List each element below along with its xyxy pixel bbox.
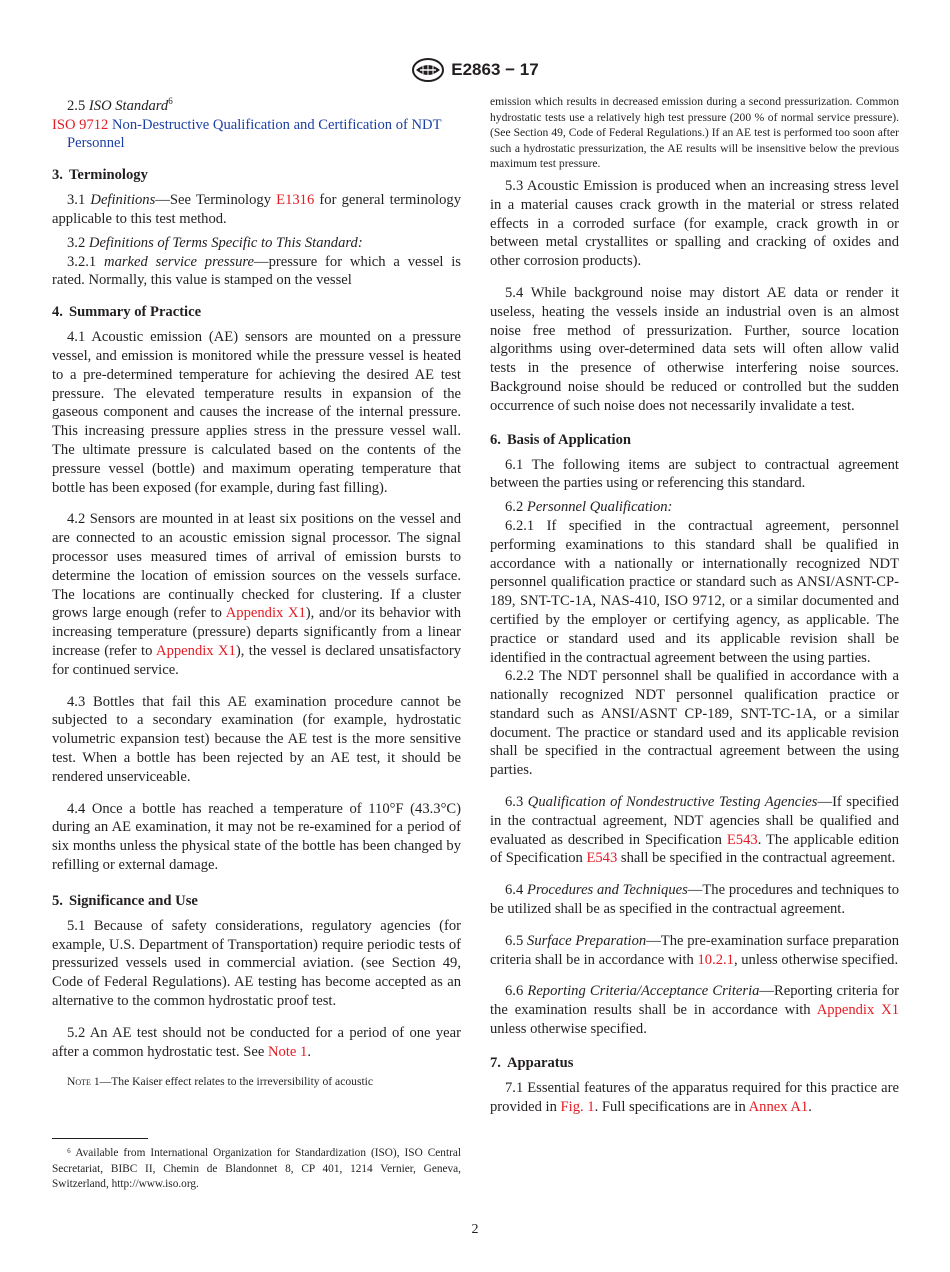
- section-6-1: 6.1 The following items are subject to contractual agreement between the parties using or referencing this standard.: [490, 456, 899, 492]
- iso-9712-title[interactable]: Non-Destructive Qualification and Certification of NDT Personnel: [67, 116, 442, 152]
- section-10-2-1-link[interactable]: 10.2.1: [697, 951, 734, 968]
- right-column: [490, 92, 899, 1116]
- section-6-2: 6.2 Personnel Qualification:: [505, 499, 673, 516]
- section-4-3: 4.3 Bottles that fail this AE examination procedure cannot be subjected to a secondary examination (for example, hydrostatic volumetric expansion test) because the AE test is the more sensitive test. When a bottle has been rejected by an AE test, it should be rendered unserviceable.: [52, 693, 461, 785]
- standard-designation: E2863 − 17: [451, 60, 539, 79]
- page-header: [0, 56, 950, 84]
- fig-1-link[interactable]: Fig. 1: [560, 1098, 595, 1115]
- section-3-2: 3.2 Definitions of Terms Specific to This Standard:: [67, 234, 363, 251]
- footnote-divider: [52, 1138, 148, 1139]
- footnote-6: ⁶ Available from International Organization for Standardization (ISO), ISO Central Secretariat, BIBC II, Chemin de Blandonnet 8, CP 401, 1214 Vernier, Geneva, Switzerland, http://www.iso.org.: [52, 1147, 461, 1191]
- section-3-1: 3.1 Definitions—See Terminology E1316 for general terminology applicable to this test method.: [52, 192, 461, 228]
- section-6-3: 6.3 Qualification of Nondestructive Testing Agencies—If specified in the contractual agreement, NDT agencies shall be qualified and evaluated as described in Specification E543. The applicable edition of Specification E543 shall be specified in the contractual agreement.: [490, 794, 900, 867]
- section-5-3: 5.3 Acoustic Emission is produced when an increasing stress level in a material causes crack growth in the material or stress related effects in a corroded surface (for example, crack growth in or between metal crystallites or spalling and cracking of oxides and other corrosion products).: [490, 177, 899, 270]
- appendix-x1-link[interactable]: Appendix X1: [156, 642, 236, 659]
- section-6-5: 6.5 Surface Preparation—The pre-examination surface preparation criteria shall be in accordance with 10.2.1, unless otherwise specified.: [490, 932, 899, 968]
- section-6-2-1: 6.2.1 If specified in the contractual agreement, personnel performing examinations to this standard shall be qualified in accordance with a nationally or internationally recognized NDT personnel qualification practice or standard such as ANSI/ASNT-CP-189, SNT-TC-1A, NAS-410, ISO 9712, or a similar documented and certified by the employer or certifying agency, as applicable. The practice or standard used and its applicable revision shall be identified in the contractual agreement between the using parties.: [490, 517, 899, 666]
- section-6-2-2: 6.2.2 The NDT personnel shall be qualified in accordance with a nationally recognized NDT personnel qualification practice or standard such as ANSI/ASNT CP-189, SNT-TC-1A, or a similar document. The practice or standard used and its applicable revision shall be specified in the contractual agreement between the using parties.: [490, 668, 899, 779]
- section-6-heading: 6. Basis of Application: [490, 431, 632, 448]
- section-4-4: 4.4 Once a bottle has reached a temperature of 110°F (43.3°C) during an AE examination, it may not be re-examined for a period of six months unless the physical state of the bottle has been changed by refilling or external damage.: [52, 800, 461, 873]
- section-5-heading: 5. Significance and Use: [52, 892, 198, 909]
- section-2-5: 2.5 ISO Standard$^6$: [67, 96, 173, 114]
- iso-9712-link[interactable]: ISO 9712: [52, 116, 109, 133]
- section-5-1: 5.1 Because of safety considerations, regulatory agencies (for example, U.S. Department of Transportation) require periodic tests of pressurized vessels used in commercial aviation. (see Section 49, Code of Federal Regulations). AE testing has become accepted as an alternative to the common hydrostatic proof test.: [52, 917, 461, 1009]
- e543-link[interactable]: E543: [586, 850, 618, 867]
- section-6-4: 6.4 Procedures and Techniques—The procedures and techniques to be utilized shall be as specified in the contractual agreement.: [490, 882, 899, 918]
- section-7-heading: 7. Apparatus: [490, 1054, 574, 1071]
- section-7-1: 7.1 Essential features of the apparatus required for this practice are provided in Fig. 1. Full specifications are in Annex A1.: [490, 1079, 899, 1115]
- section-6-6: 6.6 Reporting Criteria/Acceptance Criteria—Reporting criteria for the examination results shall be in accordance with Appendix X1 unless otherwise specified.: [490, 983, 900, 1038]
- note-1-continued: emission which results in decreased emission during a second pressurization. Common hydrostatic tests use a relatively high test pressure (200 % of normal service pressure). (See Section 49, Code of Federal Regulations.) If an AE test is performed too soon after such a hydrostatic pressurization, the AE results will be insensitive below the previous maximum test pressure.: [490, 95, 899, 171]
- note-1: Note 1—The Kaiser effect relates to the irreversibility of acoustic: [67, 1075, 374, 1089]
- section-3-heading: 3. Terminology: [52, 167, 148, 184]
- section-5-2: 5.2 An AE test should not be conducted for a period of one year after a common hydrostatic test. See Note 1.: [52, 1024, 461, 1060]
- left-column: [52, 92, 461, 1090]
- appendix-x1-link[interactable]: Appendix X1: [816, 1002, 899, 1019]
- section-5-4: 5.4 While background noise may distort AE data or render it useless, heating the vessels inside an industrial oven is an almost noise free method of pressurization. Further, source location algorithms using over-determined data sets will often allow valid tests in the presence of otherwise interfering noise sources. Background noise should be reduced or controlled but the sudden occurrence of such noise does not necessarily invalidate a test.: [490, 284, 899, 414]
- page-number: 2: [471, 1222, 479, 1237]
- section-4-1: 4.1 Acoustic emission (AE) sensors are mounted on a pressure vessel, and emission is monitored while the pressure vessel is heated to a pre-determined temperature for achieving the desired AE test pressure. The elevated temperature results in expansion of the gaseous component and causes the increase of the internal pressure. This increasing pressure applies stress in the pressure vessel wall. The ultimate pressure is calculated based on the contents of the pressure vessel (bottle) and maximum operating temperature that bottle has been exposed (for example, during fast filling).: [52, 329, 461, 496]
- iso-9712-reference: [52, 116, 461, 154]
- section-4-2: 4.2 Sensors are mounted in at least six positions on the vessel and are connected to an acoustic emission signal processor. The signal processor uses measured times of arrival of emission bursts to determine the location of emission sources on the vessels surface. The locations are continually checked for clustering. If a cluster grows large enough (refer to Appendix X1), and/or its behavior with increasing temperature (pressure) departs significantly from a linear increase (refer to Appendix X1), the vessel is declared unsatisfactory for continued service.: [52, 511, 462, 678]
- e1316-link[interactable]: E1316: [276, 192, 315, 209]
- annex-a1-link[interactable]: Annex A1: [748, 1098, 809, 1115]
- section-4-heading: 4. Summary of Practice: [52, 304, 202, 321]
- astm-logo-icon: [411, 57, 445, 83]
- e543-link[interactable]: E543: [726, 831, 758, 848]
- section-3-2-1: 3.2.1 marked service pressure—pressure for which a vessel is rated. Normally, this value is stamped on the vessel: [52, 253, 461, 289]
- appendix-x1-link[interactable]: Appendix X1: [225, 605, 306, 622]
- note-1-link[interactable]: Note 1: [268, 1043, 308, 1060]
